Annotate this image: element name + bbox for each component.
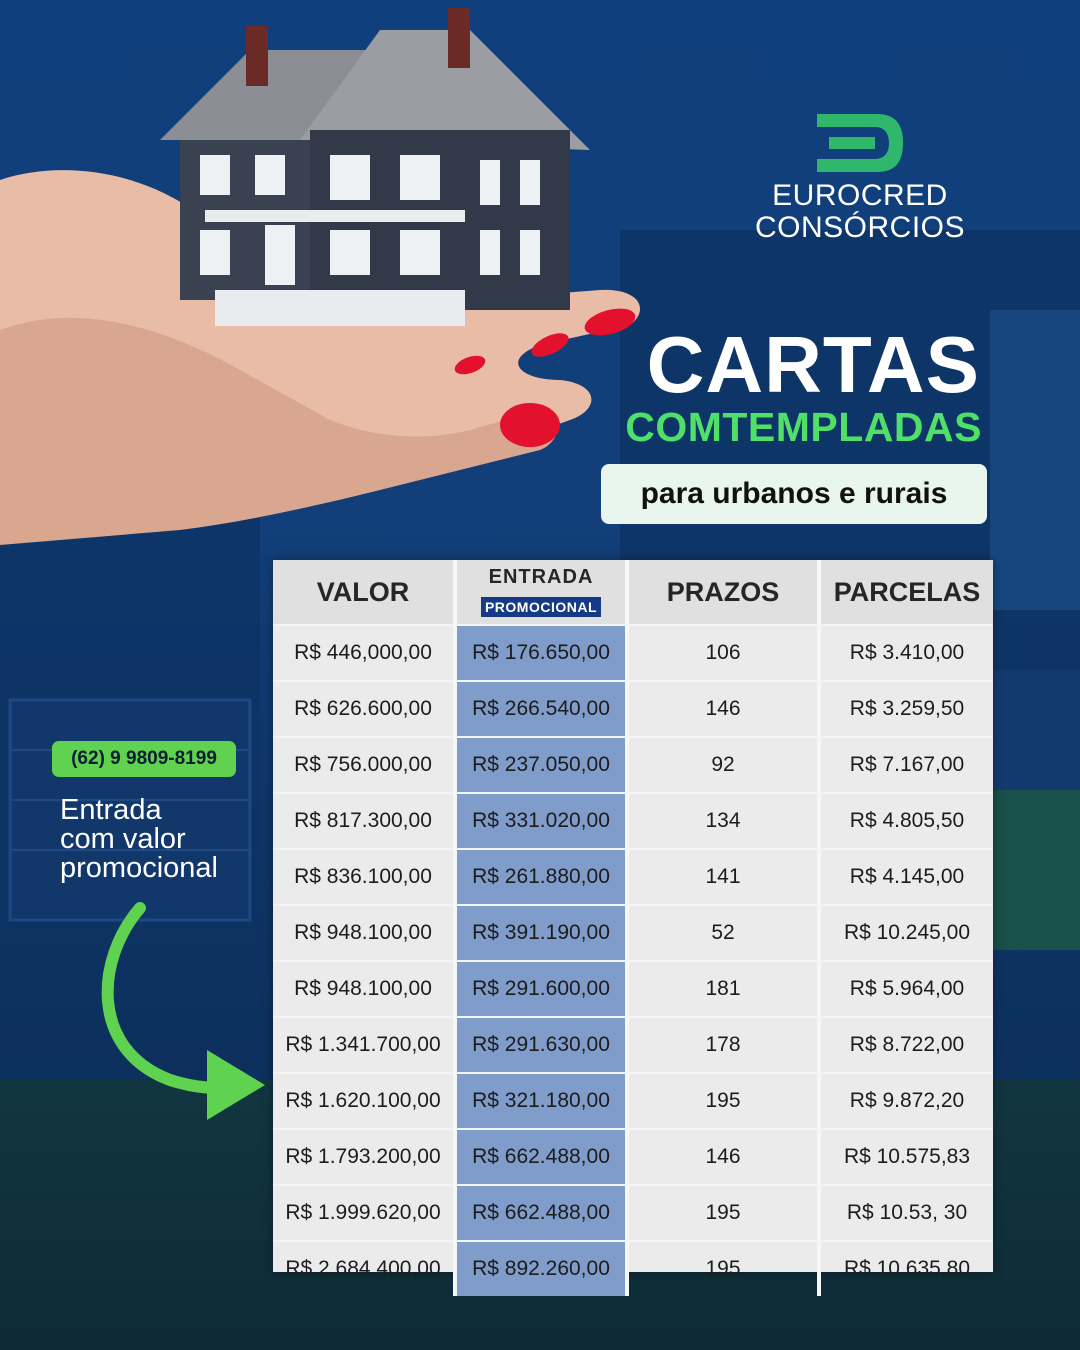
cell-parcela: R$ 5.964,00 [819,961,993,1017]
cell-prazo: 141 [627,849,819,905]
brand-name-line2: CONSÓRCIOS [754,211,966,244]
cell-parcela: R$ 10.635,80 [819,1241,993,1296]
cell-entrada: R$ 892.260,00 [455,1241,627,1296]
cell-prazo: 195 [627,1241,819,1296]
table-row [273,849,993,905]
cell-prazo: 134 [627,793,819,849]
cell-valor: R$ 1.793.200,00 [273,1129,455,1185]
table-row [273,1073,993,1129]
table-row [273,1129,993,1185]
table-row [273,1017,993,1073]
cell-valor: R$ 836.100,00 [273,849,455,905]
cell-valor: R$ 948.100,00 [273,961,455,1017]
cell-parcela: R$ 4.145,00 [819,849,993,905]
cell-prazo: 146 [627,1129,819,1185]
cell-valor: R$ 1.341.700,00 [273,1017,455,1073]
cell-valor: R$ 446,000,00 [273,625,455,681]
brand-logo [740,112,980,244]
column-header-prazos: PRAZOS [627,560,819,625]
table-row [273,1185,993,1241]
table-row [273,793,993,849]
column-header-valor: VALOR [273,560,455,625]
cell-prazo: 178 [627,1017,819,1073]
cell-parcela: R$ 3.410,00 [819,625,993,681]
column-header-entrada-label: ENTRADA [488,565,594,588]
cell-parcela: R$ 10.575,83 [819,1129,993,1185]
cell-parcela: R$ 10.245,00 [819,905,993,961]
headline-title: CARTAS [646,320,980,409]
cell-parcela: R$ 10.53, 30 [819,1185,993,1241]
cell-entrada: R$ 391.190,00 [455,905,627,961]
curved-arrow-icon [95,900,275,1130]
table-row [273,625,993,681]
cell-entrada: R$ 662.488,00 [455,1129,627,1185]
cell-valor: R$ 2.684.400,00 [273,1241,455,1296]
promocional-badge: PROMOCIONAL [481,597,601,617]
cell-valor: R$ 817.300,00 [273,793,455,849]
hands-holding-house-image [0,0,660,560]
cell-valor: R$ 1.999.620,00 [273,1185,455,1241]
cell-entrada: R$ 331.020,00 [455,793,627,849]
cell-parcela: R$ 7.167,00 [819,737,993,793]
cell-prazo: 52 [627,905,819,961]
cell-prazo: 106 [627,625,819,681]
table-row [273,1241,993,1296]
brand-name-line1: EUROCRED [772,179,948,212]
cell-valor: R$ 756.000,00 [273,737,455,793]
cell-prazo: 92 [627,737,819,793]
table-header-row [273,560,993,625]
cell-valor: R$ 948.100,00 [273,905,455,961]
cell-valor: R$ 626.600,00 [273,681,455,737]
cell-entrada: R$ 261.880,00 [455,849,627,905]
promo-note-line: com valor [60,823,186,855]
cell-parcela: R$ 4.805,50 [819,793,993,849]
table-row [273,961,993,1017]
cell-prazo: 195 [627,1073,819,1129]
cell-entrada: R$ 662.488,00 [455,1185,627,1241]
promo-note-line: promocional [60,852,218,884]
cell-prazo: 195 [627,1185,819,1241]
cell-entrada: R$ 266.540,00 [455,681,627,737]
cell-prazo: 146 [627,681,819,737]
cell-parcela: R$ 8.722,00 [819,1017,993,1073]
table-row [273,737,993,793]
promo-note [60,796,218,883]
headline-subtitle: COMTEMPLADAS [625,404,982,450]
table-row [273,905,993,961]
cell-valor: R$ 1.620.100,00 [273,1073,455,1129]
column-header-entrada [455,560,627,625]
table-row [273,681,993,737]
cell-entrada: R$ 291.600,00 [455,961,627,1017]
promo-note-line: Entrada [60,794,162,826]
cell-entrada: R$ 321.180,00 [455,1073,627,1129]
column-header-parcelas: PARCELAS [819,560,993,625]
headline-pill: para urbanos e rurais [601,464,987,524]
phone-badge[interactable]: (62) 9 9809-8199 [52,741,236,777]
cell-entrada: R$ 176.650,00 [455,625,627,681]
cell-parcela: R$ 9.872,20 [819,1073,993,1129]
offers-table [273,560,993,1280]
cell-entrada: R$ 291.630,00 [455,1017,627,1073]
cell-entrada: R$ 237.050,00 [455,737,627,793]
cell-prazo: 181 [627,961,819,1017]
eurocred-logo-icon [815,112,905,174]
cell-parcela: R$ 3.259,50 [819,681,993,737]
